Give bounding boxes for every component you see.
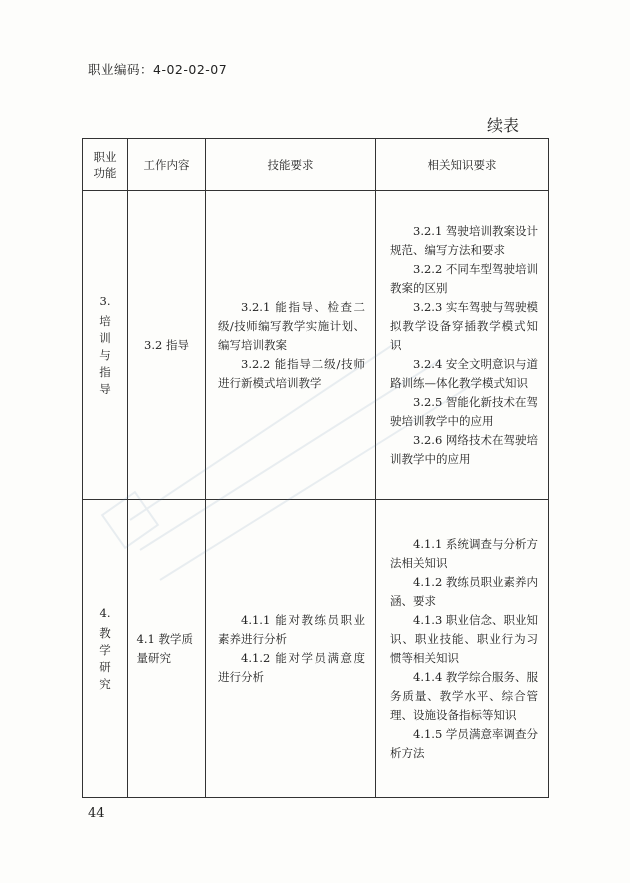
function-name: 培训与指导 [99,314,111,396]
skill-cell [206,500,376,798]
knowledge-item: 4.1.5 学员满意率调查分析方法 [390,726,538,760]
table-row [83,191,549,500]
knowledge-item: 3.2.4 安全文明意识与道路训练—体化教学模式知识 [390,356,538,390]
table-header-row [83,139,549,191]
knowledge-item: 3.2.2 不同车型驾驶培训教案的区别 [390,261,538,295]
header-skill: 技能要求 [206,139,376,191]
header-function: 职业功能 [83,139,128,191]
skill-cell [206,191,376,500]
knowledge-item: 4.1.1 系统调查与分析方法相关知识 [390,536,538,570]
skill-item: 4.1.1 能对教练员职业素养进行分析 [218,612,365,646]
knowledge-item: 4.1.4 教学综合服务、服务质量、教学水平、综合管理、设施设备指标等知识 [390,669,538,722]
function-name: 教学研究 [99,626,111,691]
knowledge-item: 3.2.5 智能化新技术在驾驶培训教学中的应用 [390,394,538,428]
knowledge-item: 3.2.3 实车驾驶与驾驶模拟教学设备穿插教学模式知识 [390,299,538,352]
skill-item: 3.2.2 能指导二级/技师进行新模式培训教学 [218,356,365,390]
occupation-code: 职业编码：4-02-02-07 [88,62,228,77]
function-cell [83,191,128,500]
knowledge-item: 4.1.2 教练员职业素养内涵、要求 [390,574,538,608]
knowledge-item: 3.2.1 驾驶培训教案设计规范、编写方法和要求 [390,223,538,257]
table-row [83,500,549,798]
standards-table [82,138,549,798]
function-number: 3. [99,294,111,308]
function-cell [83,500,128,798]
work-content-cell: 4.1 教学质量研究 [128,500,206,798]
knowledge-item: 4.1.3 职业信念、职业知识、职业技能、职业行为习惯等相关知识 [390,612,538,665]
skill-item: 4.1.2 能对学员满意度进行分析 [218,650,365,684]
knowledge-cell [376,500,549,798]
page-number: 44 [88,806,105,821]
function-number: 4. [99,606,111,620]
skill-item: 3.2.1 能指导、检查二级/技师编写教学实施计划、编写培训教案 [218,299,365,352]
knowledge-item: 3.2.6 网络技术在驾驶培训教学中的应用 [390,432,538,466]
header-knowledge: 相关知识要求 [376,139,549,191]
header-content: 工作内容 [128,139,206,191]
knowledge-cell [376,191,549,500]
work-content-cell: 3.2 指导 [128,191,206,500]
continued-label: 续表 [487,116,520,135]
